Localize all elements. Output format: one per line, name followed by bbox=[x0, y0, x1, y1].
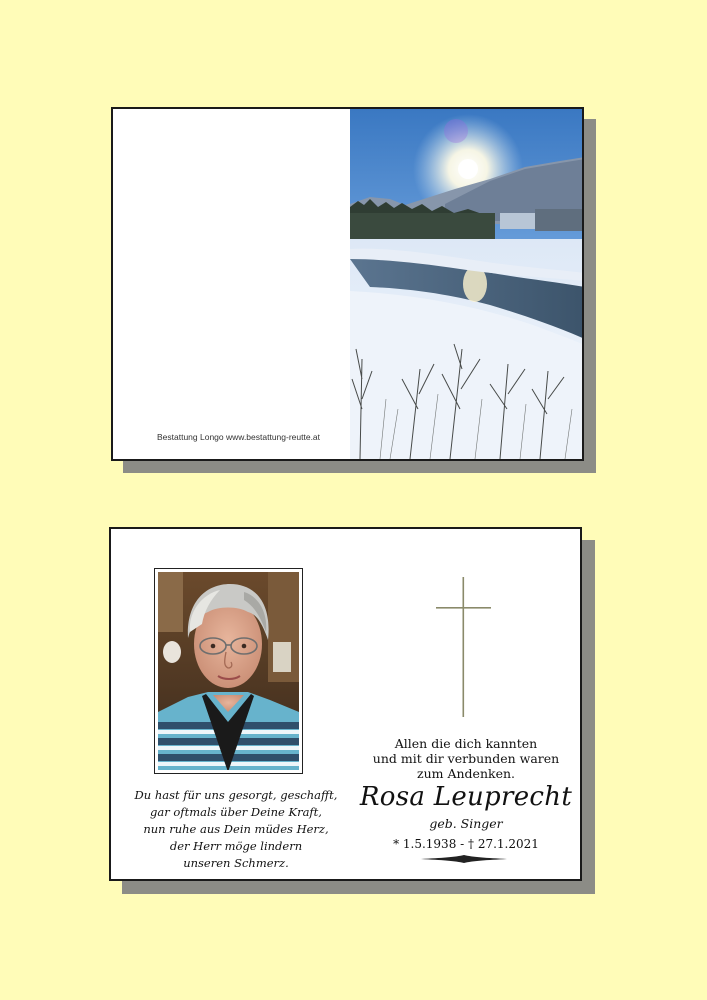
poem-line: nun ruhe aus Dein müdes Herz, bbox=[143, 822, 329, 836]
verse-line: und mit dir verbunden waren bbox=[372, 751, 560, 766]
deceased-name: Rosa Leuprecht bbox=[359, 782, 573, 812]
portrait-photo bbox=[158, 572, 299, 770]
poem bbox=[131, 787, 341, 872]
poem-line: unseren Schmerz. bbox=[183, 856, 289, 870]
verse-line: zum Andenken. bbox=[417, 766, 515, 781]
ornament-divider bbox=[421, 855, 507, 863]
undertaker-footer: Bestattung Longo www.bestattung-reutte.at bbox=[157, 432, 321, 442]
snowy-landscape-photo bbox=[350, 109, 582, 459]
bottom-card bbox=[109, 527, 582, 881]
poem-line: gar oftmals über Deine Kraft, bbox=[150, 805, 322, 819]
verse-line: Allen die dich kannten bbox=[394, 736, 538, 751]
top-card bbox=[111, 107, 584, 461]
memorial-verse bbox=[361, 736, 571, 781]
life-dates: * 1.5.1938 - † 27.1.2021 bbox=[393, 837, 539, 851]
poem-line: der Herr möge lindern bbox=[169, 839, 303, 853]
maiden-name: geb. Singer bbox=[429, 816, 503, 831]
top-card-left-page bbox=[113, 109, 350, 459]
cross-icon bbox=[436, 577, 491, 717]
poem-line: Du hast für uns gesorgt, geschafft, bbox=[134, 788, 338, 802]
portrait-frame bbox=[154, 568, 303, 774]
